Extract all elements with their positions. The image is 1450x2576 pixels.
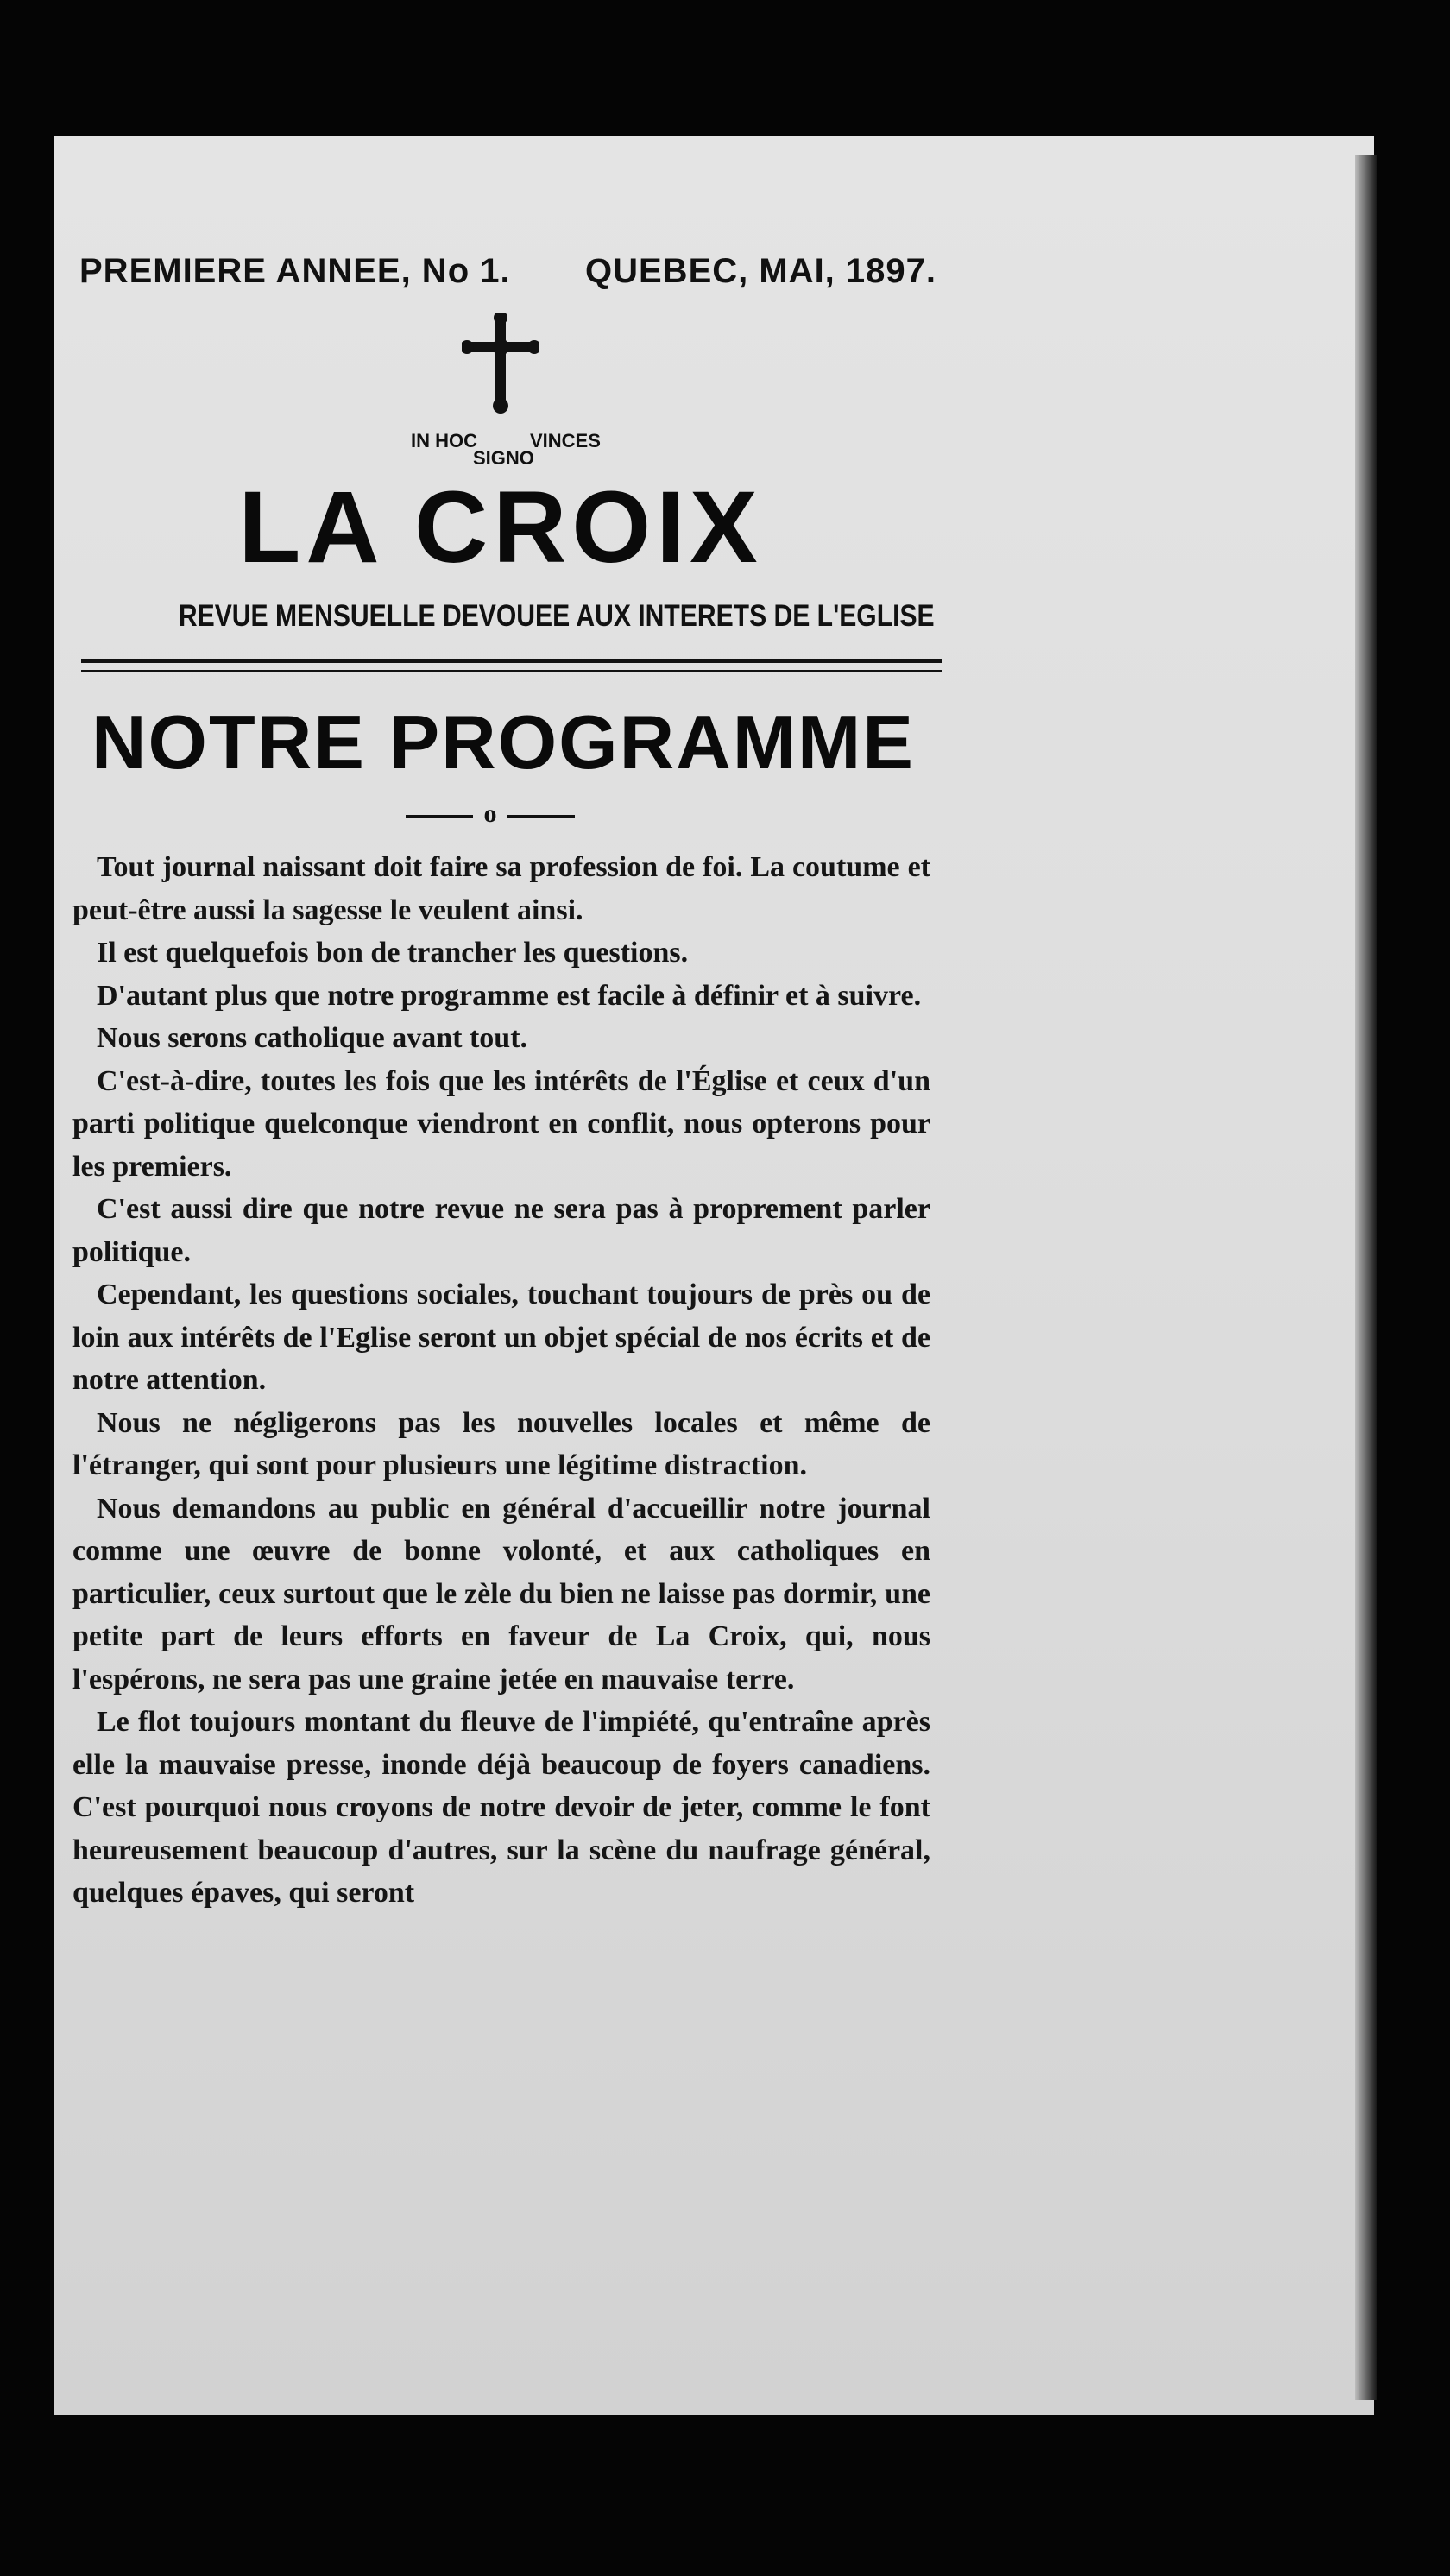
double-rule-bottom [81,670,942,672]
double-rule-top [81,659,942,663]
separator-line-left [406,815,473,818]
article-title: NOTRE PROGRAMME [91,699,915,785]
paragraph: Il est quelquefois bon de trancher les questions. [97,937,689,969]
paragraph: Cependant, les questions sociales, touchant toujours de près ou de loin aux intérêts de l'Eglise seront un objet spécial de nos écrits et de notre attention. [72,1279,930,1396]
motto-part-3: VINCES [530,430,601,451]
paragraph: C'est aussi dire que notre revue ne sera pas à proprement parler politique. [72,1193,930,1268]
paragraph: Nous serons catholique avant tout. [97,1022,528,1054]
ornament-separator [406,798,575,832]
masthead-subtitle: REVUE MENSUELLE DEVOUEE AUX INTERETS DE L'EGLISE [178,599,935,633]
article-body [72,846,930,1915]
paragraph: Le flot toujours montant du fleuve de l'impiété, qu'entraîne après elle la mauvaise presse, inonde déjà beaucoup de foyers canadiens. C'est pourquoi nous croyons de notre devoir de jeter, comme le font heureusement beaucoup d'autres, sur la scène du naufrage général, quelques épaves, qui seront [72,1706,930,1909]
page-edge [1355,155,1378,2400]
motto-part-1: IN HOC [411,430,477,451]
paragraph: Tout journal naissant doit faire sa profession de foi. La coutume et peut-être aussi la sagesse le veulent ainsi. [72,851,930,926]
motto-part-2: SIGNO [473,447,534,469]
separator-line-right [508,815,575,818]
separator-mark: o [483,799,497,828]
issue-number: PREMIERE ANNEE, No 1. [79,252,511,290]
paragraph: D'autant plus que notre programme est facile à définir et à suivre. [97,979,922,1012]
paragraph: Nous ne négligerons pas les nouvelles locales et même de l'étranger, qui sont pour plusieurs une légitime distraction. [72,1406,930,1481]
paragraph: C'est-à-dire, toutes les fois que les intérêts de l'Église et ceux d'un parti politique quelconque viendront en conflit, nous opterons pour les premiers. [72,1064,930,1183]
issue-place-date: QUEBEC, MAI, 1897. [585,252,937,290]
paragraph: Nous demandons au public en général d'accueillir notre journal comme une œuvre de bonne volonté, et aux catholiques en particulier, ceux surtout que le zèle du bien ne laisse pas dormir, une petite part de leurs efforts en faveur de La Croix, qui, nous l'espérons, ne sera pas une graine jetée en mauvaise terre. [72,1492,930,1695]
masthead-title: LA CROIX [238,470,763,584]
cross-icon [462,313,539,414]
